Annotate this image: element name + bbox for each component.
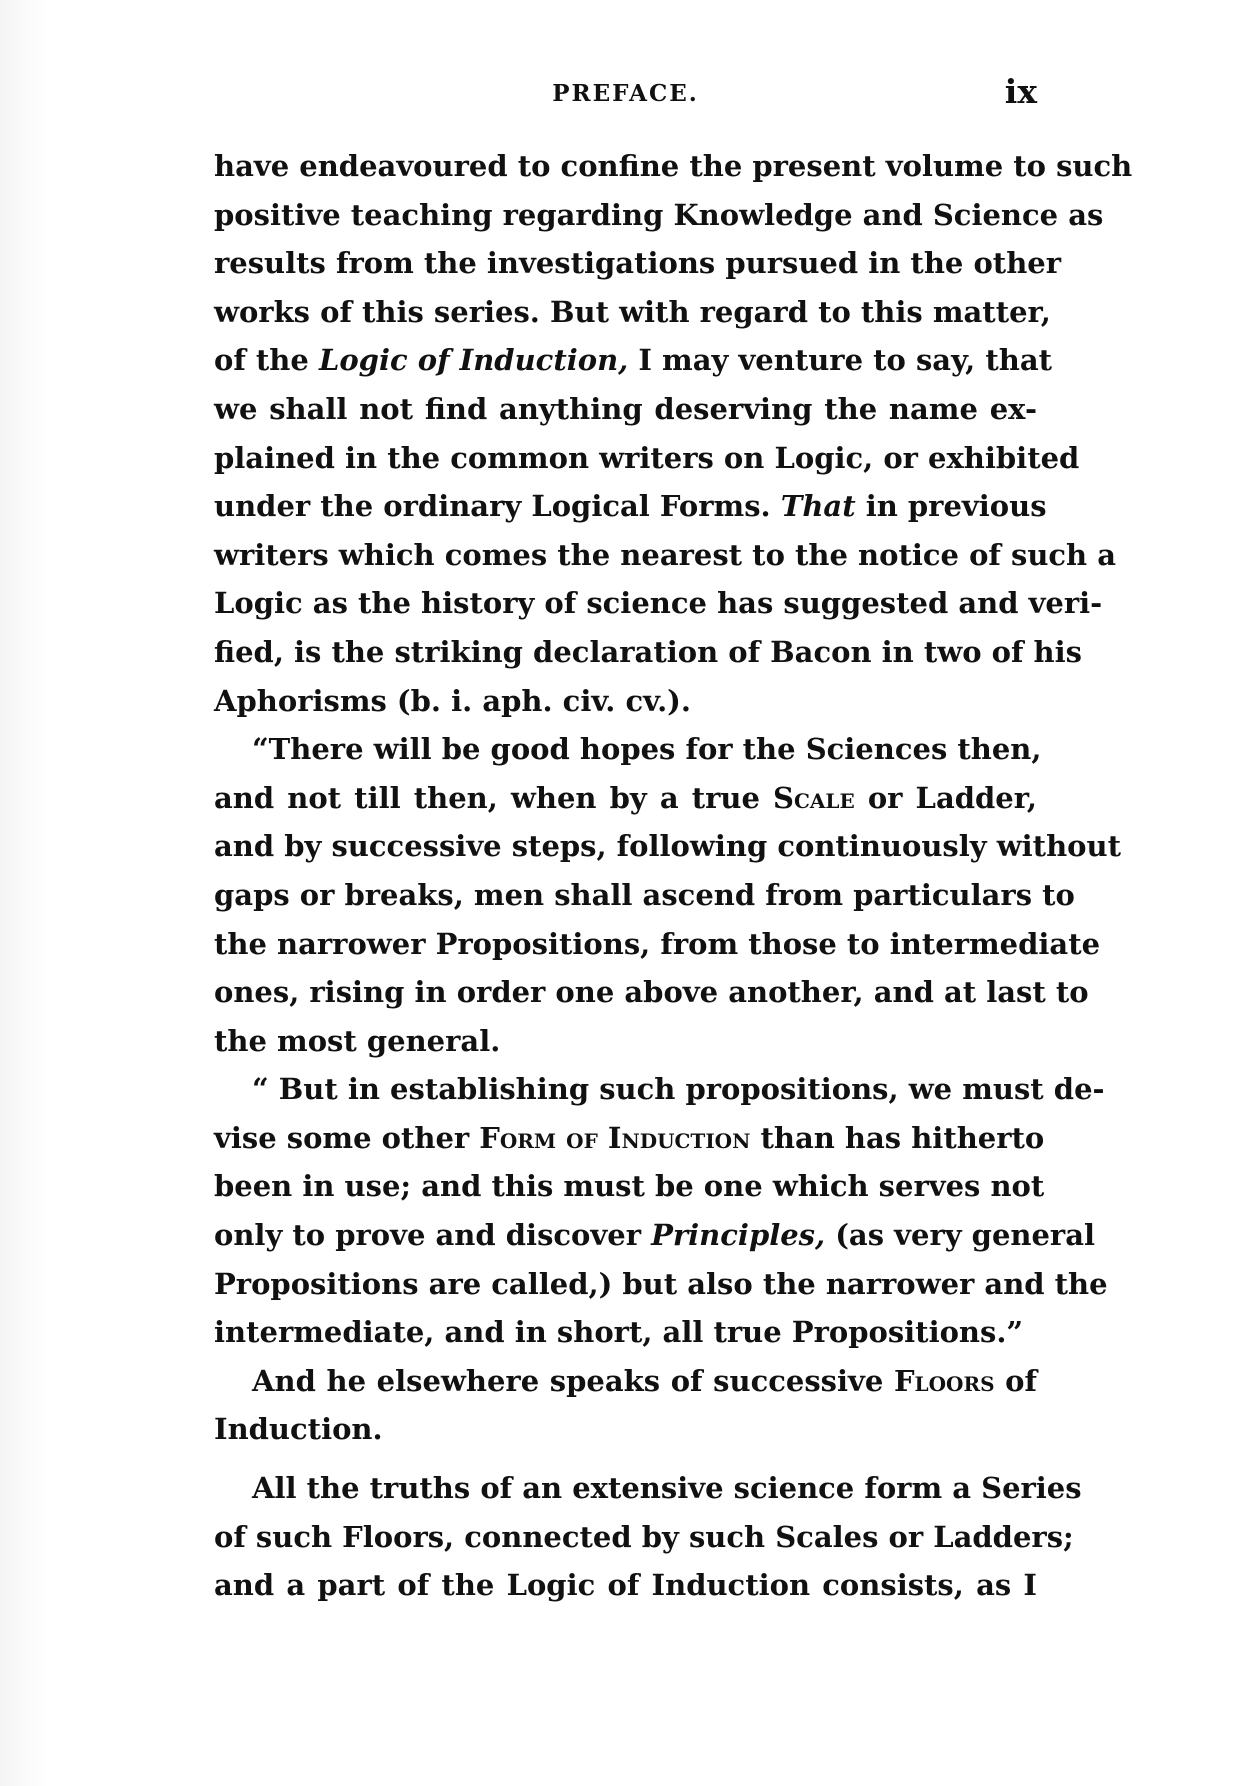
- paragraph-spacer: [214, 1454, 1037, 1464]
- running-title: PREFACE.: [552, 80, 699, 107]
- paragraph-5: [214, 1464, 1082, 1610]
- small-caps-term: Form of Induction: [479, 1120, 751, 1155]
- text-line: [214, 1211, 1096, 1260]
- text-run: of: [994, 1363, 1037, 1398]
- text-run: only to prove and discover: [214, 1218, 652, 1253]
- text-line: works of this series. But with regard to this matter,: [214, 294, 1051, 329]
- running-head: [214, 72, 1037, 122]
- text-run: (as very general: [825, 1218, 1096, 1253]
- text-line: of such Floors, connected by such Scales or Ladders;: [214, 1519, 1074, 1554]
- text-block: [214, 142, 1133, 1610]
- text-line: the most general.: [214, 1023, 501, 1058]
- text-line: “There will be good hopes for the Sciences then,: [252, 732, 1042, 767]
- paragraph-2: [214, 725, 1121, 1065]
- text-line: gaps or breaks, men shall ascend from particulars to: [214, 877, 1075, 912]
- text-run: of the: [214, 343, 319, 378]
- text-line: the narrower Propositions, from those to intermediate: [214, 926, 1101, 961]
- text-line: [214, 774, 1037, 823]
- text-line: Propositions are called,) but also the narrower and the: [214, 1266, 1108, 1301]
- text-line: ones, rising in order one above another, and at last to: [214, 975, 1089, 1010]
- text-line: have endeavoured to confine the present volume to such: [214, 149, 1133, 183]
- text-line: [214, 336, 1053, 385]
- text-line: [214, 1114, 1045, 1163]
- small-caps-term: Floors: [893, 1363, 995, 1398]
- text-run: vise some other: [214, 1120, 480, 1155]
- text-run: under the ordinary Logical Forms.: [214, 489, 781, 524]
- text-line: fied, is the striking declaration of Bacon in two of his: [214, 634, 1082, 669]
- text-line: and a part of the Logic of Induction consists, as I: [214, 1568, 1037, 1603]
- paragraph-1: [214, 142, 1133, 725]
- text-line: Aphorisms (b. i. aph. civ. cv.).: [214, 683, 691, 718]
- text-line: we shall not find anything deserving the name ex-: [214, 391, 1037, 426]
- text-run: or Ladder,: [854, 780, 1038, 815]
- italic-term: Principles,: [651, 1218, 826, 1253]
- paragraph-4: [214, 1357, 1037, 1454]
- text-line: writers which comes the nearest to the notice of such a: [214, 537, 1117, 572]
- text-line: [214, 1357, 1037, 1406]
- text-line: intermediate, and in short, all true Propositions.”: [214, 1315, 1024, 1350]
- italic-emphasis: That: [780, 489, 856, 524]
- small-caps-term: Scale: [773, 780, 855, 815]
- text-line: results from the investigations pursued in the other: [214, 246, 1062, 281]
- text-run: than has hitherto: [750, 1120, 1045, 1155]
- text-run: and not till then, when by a true: [214, 780, 774, 815]
- text-run: And he elsewhere speaks of successive: [252, 1363, 894, 1398]
- page-number: ix: [1004, 72, 1037, 111]
- text-line: plained in the common writers on Logic, or exhibited: [214, 440, 1080, 475]
- italic-title: Logic of Induction,: [318, 343, 629, 378]
- text-line: and by successive steps, following continuously without: [214, 829, 1121, 864]
- page-edge-shadow: [0, 0, 48, 1786]
- text-line: [214, 482, 1047, 531]
- text-line: All the truths of an extensive science form a Series: [252, 1471, 1082, 1506]
- text-run: in previous: [855, 489, 1047, 524]
- text-line: “ But in establishing such propositions, we must de-: [252, 1072, 1105, 1107]
- paragraph-3: [214, 1065, 1108, 1357]
- text-line: been in use; and this must be one which serves not: [214, 1169, 1045, 1204]
- text-line: positive teaching regarding Knowledge and Science as: [214, 197, 1104, 232]
- text-line: Logic as the history of science has suggested and veri-: [214, 586, 1103, 621]
- text-run: I may venture to say, that: [628, 343, 1053, 378]
- text-line: Induction.: [214, 1412, 383, 1447]
